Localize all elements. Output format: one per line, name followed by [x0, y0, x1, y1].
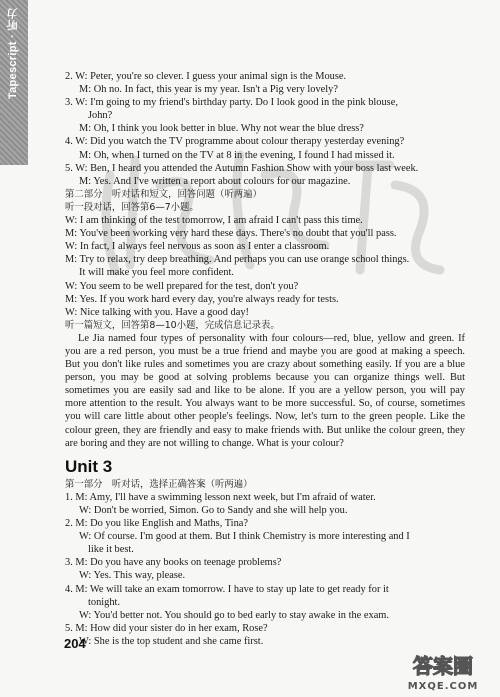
dialogue-line: John? [88, 110, 113, 122]
dialogue-block [65, 214, 465, 319]
dialogue-line: It will make you feel more confident. [79, 267, 234, 279]
section2-heading: 第二部分 听对话和短文，回答问题（听两遍） [65, 188, 262, 200]
unit2-part2-lines [65, 70, 465, 188]
dialogue-line: 1. M: Amy, I'll have a swimming lesson next week, but I'm afraid of water. [65, 491, 376, 503]
dialogue-line: 3. W: I'm going to my friend's birthday party. Do I look good in the pink blouse, [65, 97, 398, 109]
dialogue-line: W: Don't be worried, Simon. Go to Sandy and she will help you. [79, 505, 348, 516]
page-number: 204 [64, 636, 86, 651]
dialogue-line: M: Yes. If you work hard every day, you're always ready for tests. [65, 293, 339, 305]
dialogue-line: W: You seem to be well prepared for the test, don't you? [65, 280, 299, 292]
dialogue-line: W: Nice talking with you. Have a good day! [65, 306, 249, 318]
passage-heading: 听一篇短文，回答第8—10小题，完成信息记录表。 [65, 319, 280, 331]
dialogue-line: M: Oh, I think you look better in blue. Why not wear the blue dress? [79, 123, 364, 135]
dialogue-line: 2. W: Peter, you're so clever. I guess your animal sign is the Mouse. [65, 71, 347, 82]
dialogue-line: W: In fact, I always feel nervous as soon as I enter a classroom. [65, 241, 330, 253]
page-content [65, 70, 465, 648]
dialogue-line: 2. M: Do you like English and Maths, Tina? [65, 518, 248, 530]
unit-title: Unit 3 [65, 456, 113, 476]
dialogue-line: M: Oh no. In fact, this year is my year. Isn't a Pig very lovely? [79, 84, 338, 96]
side-tab-text: Tapescript · 听力 [7, 8, 19, 100]
logo-main-text: 答案圈 [413, 654, 473, 678]
dialogue-heading: 听一段对话，回答第6—7小题。 [65, 201, 199, 213]
logo-sub-text: MXQE.COM [407, 681, 479, 692]
dialogue-line: W: She is the top student and she came first. [79, 635, 264, 647]
dialogue-line: W: You'd better not. You should go to bed early to stay awake in the exam. [79, 609, 389, 621]
dialogue-line: 4. W: Did you watch the TV programme about colour therapy yesterday evening? [65, 136, 405, 148]
side-tab [0, 0, 28, 165]
dialogue-line: 3. M: Do you have any books on teenage problems? [65, 557, 282, 569]
dialogue-line: 4. M: We will take an exam tomorrow. I have to stay up late to get ready for it [65, 583, 389, 595]
dialogue-line: M: You've been working very hard these days. There's no doubt that you'll pass. [65, 228, 397, 240]
unit3-lines [65, 491, 465, 648]
dialogue-line: like it best. [88, 544, 134, 556]
passage-text [65, 332, 465, 450]
passage-paragraph: Le Jia named four types of personality with four colours—red, blue, yellow and green. If you are a red person, you must be a true friend and maybe you are good at making a speech. But you don't like rules and sometimes you are crazy about something easily. If you are a blue person, you may be good at solving problems because you can organize things well. But sometimes you are easily sad and like to be alone. If you are a yellow person, you will pay more attention to the result. You always want to be more successful. So, of course, sometimes you will care little about other people's feelings. Now, let's turn to the green people. Like the colour green, they are friendly and easy to make friends with. But unlike the colour green, they are boring and they are not willing to change. What is your colour? [65, 332, 465, 449]
dialogue-line: tonight. [88, 596, 121, 608]
dialogue-line: 5. M: How did your sister do in her exam, Rose? [65, 622, 268, 634]
dialogue-line: W: I am thinking of the test tomorrow, I am afraid I can't pass this time. [65, 215, 363, 227]
dialogue-line: W: Yes. This way, please. [79, 570, 186, 582]
dialogue-line: 5. W: Ben, I heard you attended the Autumn Fashion Show with your boss last week. [65, 162, 419, 174]
unit3-part1-heading: 第一部分 听对话，选择正确答案（听两遍） [65, 478, 253, 490]
dialogue-line: M: Yes. And I've written a report about colours for our magazine. [79, 175, 351, 187]
dialogue-line: M: Try to relax, try deep breathing. And perhaps you can use orange school things. [65, 254, 410, 266]
dialogue-line: M: Oh, when I turned on the TV at 8 in the evening, I found I had missed it. [79, 149, 395, 161]
dialogue-line: W: Of course. I'm good at them. But I think Chemistry is more interesting and I [79, 531, 410, 543]
site-logo [392, 647, 494, 693]
